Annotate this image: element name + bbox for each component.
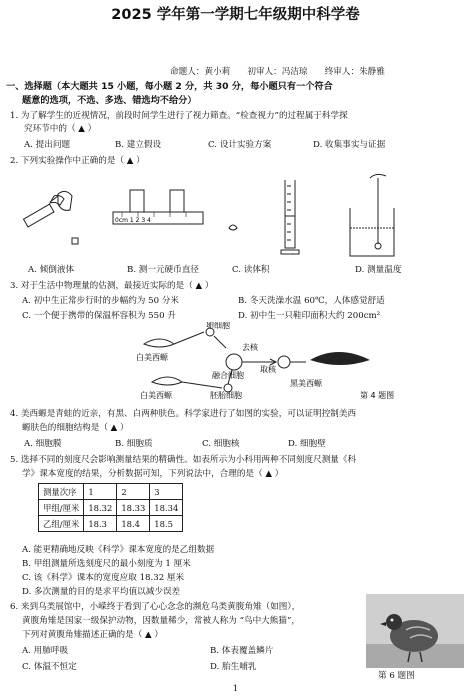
label-fused: 融合细胞 — [212, 371, 244, 380]
table-cell: 18.5 — [150, 516, 183, 532]
table-cell: 18.32 — [84, 500, 117, 516]
table-row — [39, 516, 183, 532]
q5-option-d: D. 多次测量的目的是求平均值以减少误差 — [22, 587, 181, 597]
table-cell: 乙组/厘米 — [39, 516, 84, 532]
q1-option-b: B. 建立假设 — [115, 140, 162, 150]
q4-option-d: D. 细胞壁 — [288, 439, 326, 449]
table-cell: 甲组/厘米 — [39, 500, 84, 516]
q5-stem: 5. 选择不同的刻度尺会影响测量结果的精确性。如表所示为小科用两种不同刻度尺测量《科 — [10, 455, 357, 465]
q1-option-d: D. 收集事实与证据 — [313, 140, 386, 150]
ruler-coin-figure — [110, 186, 210, 246]
page-number: 1 — [232, 684, 239, 694]
q6-stem-2: 黄腹角雉是国家一级保护动物，因数量稀少，常被人称为 “鸟中大熊猫”， — [22, 616, 300, 626]
q4-stem: 4. 美西螈是青蛙的近亲，有黑、白两种肤色。科学家进行了如图的实验，可以证明控制美西 — [10, 409, 357, 419]
table-header-cell: 测量次序 — [39, 484, 84, 500]
q5-stem-2: 学》课本宽度的结果，分析数据可知，下列说法中，合理的是（ ▲ ） — [22, 469, 284, 479]
section-heading: 一、选择题（本大题共 15 小题，每小题 2 分，共 30 分，每小题只有一个符合 — [6, 81, 333, 92]
table-header-cell: 2 — [117, 484, 150, 500]
q6-stem-3: 下列对黄腹角雉描述正确的是（ ▲ ） — [22, 630, 163, 640]
fig6-caption: 第 6 题图 — [378, 671, 415, 681]
q1-option-c: C. 设计实验方案 — [208, 140, 272, 150]
arrow-to-egg — [174, 332, 204, 344]
pheasant-photo — [366, 594, 464, 668]
section-heading-2: 题意的选项，不选、多选、错选均不给分） — [22, 95, 197, 106]
q4-option-b: B. 细胞质 — [115, 439, 153, 449]
fused-cell — [226, 354, 242, 370]
q6-option-a: A. 用肺呼吸 — [22, 646, 69, 656]
table-cell: 18.34 — [150, 500, 183, 516]
label-black: 黑美西螈 — [290, 379, 322, 388]
q4-stem-2: 螈肤色的细胞结构是（ ▲ ） — [22, 423, 129, 433]
white-salamander-bottom — [152, 377, 182, 385]
developing-cell — [278, 356, 290, 368]
table-cell: 18.4 — [117, 516, 150, 532]
q5-option-c: C. 该《科学》课本的宽度应取 18.32 厘米 — [22, 573, 185, 583]
label-egg: 卵细胞 — [206, 322, 230, 330]
authors-line: 命题人：黄小莉 初审人：冯洁琼 终审人：朱静雅 — [170, 67, 385, 77]
table-row — [39, 500, 183, 516]
q1-option-a: A. 提出问题 — [24, 140, 71, 150]
q3-option-b: B. 冬天洗澡水温 60℃，人体感觉舒适 — [238, 296, 385, 306]
q5-option-a: A. 能更精确地反映《科学》课本宽度的是乙组数据 — [22, 545, 215, 555]
label-white: 白美西螈 — [136, 353, 168, 362]
table-header-cell: 1 — [84, 484, 117, 500]
q6-option-d: D. 胎生哺乳 — [210, 662, 257, 672]
label-white-2: 白美西螈 — [140, 391, 172, 400]
q2-option-d: D. 测量温度 — [355, 265, 402, 275]
thermometer-figure — [340, 172, 410, 260]
label-embryo: 胚胎细胞 — [210, 391, 242, 400]
q3-option-c: C. 一个便于携带的保温杯容积为 550 升 — [22, 311, 176, 321]
white-salamander-top — [144, 339, 174, 347]
label-take-nucleus: 取核 — [260, 365, 276, 374]
q6-stem: 6. 来到乌类展馆中，小嵘终于看到了心心念念的濒危乌类黄腹角雉（如图）， — [10, 602, 301, 612]
q4-option-c: C. 细胞核 — [202, 439, 240, 449]
ruler-label: 0cm 1 2 3 4 — [115, 217, 151, 224]
q2-stem: 2. 下列实验操作中正确的是（ ▲ ） — [10, 156, 145, 166]
q5-option-b: B. 甲组测量所选刻度尺的最小刻度为 1 厘米 — [22, 559, 191, 569]
q2-option-b: B. 测一元硬币直径 — [127, 265, 199, 275]
measurement-table — [38, 483, 183, 532]
q6-option-b: B. 体表覆盖鳞片 — [210, 646, 274, 656]
q2-option-a: A. 倾倒液体 — [28, 265, 75, 275]
table-header-cell: 3 — [150, 484, 183, 500]
table-cell: 18.3 — [84, 516, 117, 532]
label-remove-nucleus: 去核 — [242, 343, 258, 352]
table-header-row — [39, 484, 183, 500]
exam-title: 2025 学年第一学期七年级期中科学卷 — [111, 7, 360, 23]
q3-stem: 3. 对于生活中物理量的估测，最接近实际的是（ ▲ ） — [10, 281, 214, 291]
read-volume-figure — [225, 176, 315, 258]
q6-option-c: C. 体温不恒定 — [22, 662, 77, 672]
table-cell: 18.33 — [117, 500, 150, 516]
q2-option-c: C. 读体积 — [232, 265, 270, 275]
q1-stem: 1. 为了解学生的近视情况，前段时间学生进行了视力筛查。“检查视力”的过程属于科学探 — [10, 111, 348, 121]
black-salamander — [310, 352, 370, 365]
q4-option-a: A. 细胞膜 — [24, 439, 62, 449]
salamander-experiment-figure — [130, 322, 420, 402]
q3-option-a: A. 初中生正常步行时的步幅约为 50 分米 — [22, 296, 179, 306]
pour-liquid-figure — [14, 176, 104, 256]
q3-option-d: D. 初中生一只鞋印面积大约 200cm² — [238, 311, 381, 321]
q1-stem-2: 究环节中的（ ▲ ） — [24, 124, 97, 134]
fig4-caption: 第 4 题图 — [360, 391, 395, 400]
